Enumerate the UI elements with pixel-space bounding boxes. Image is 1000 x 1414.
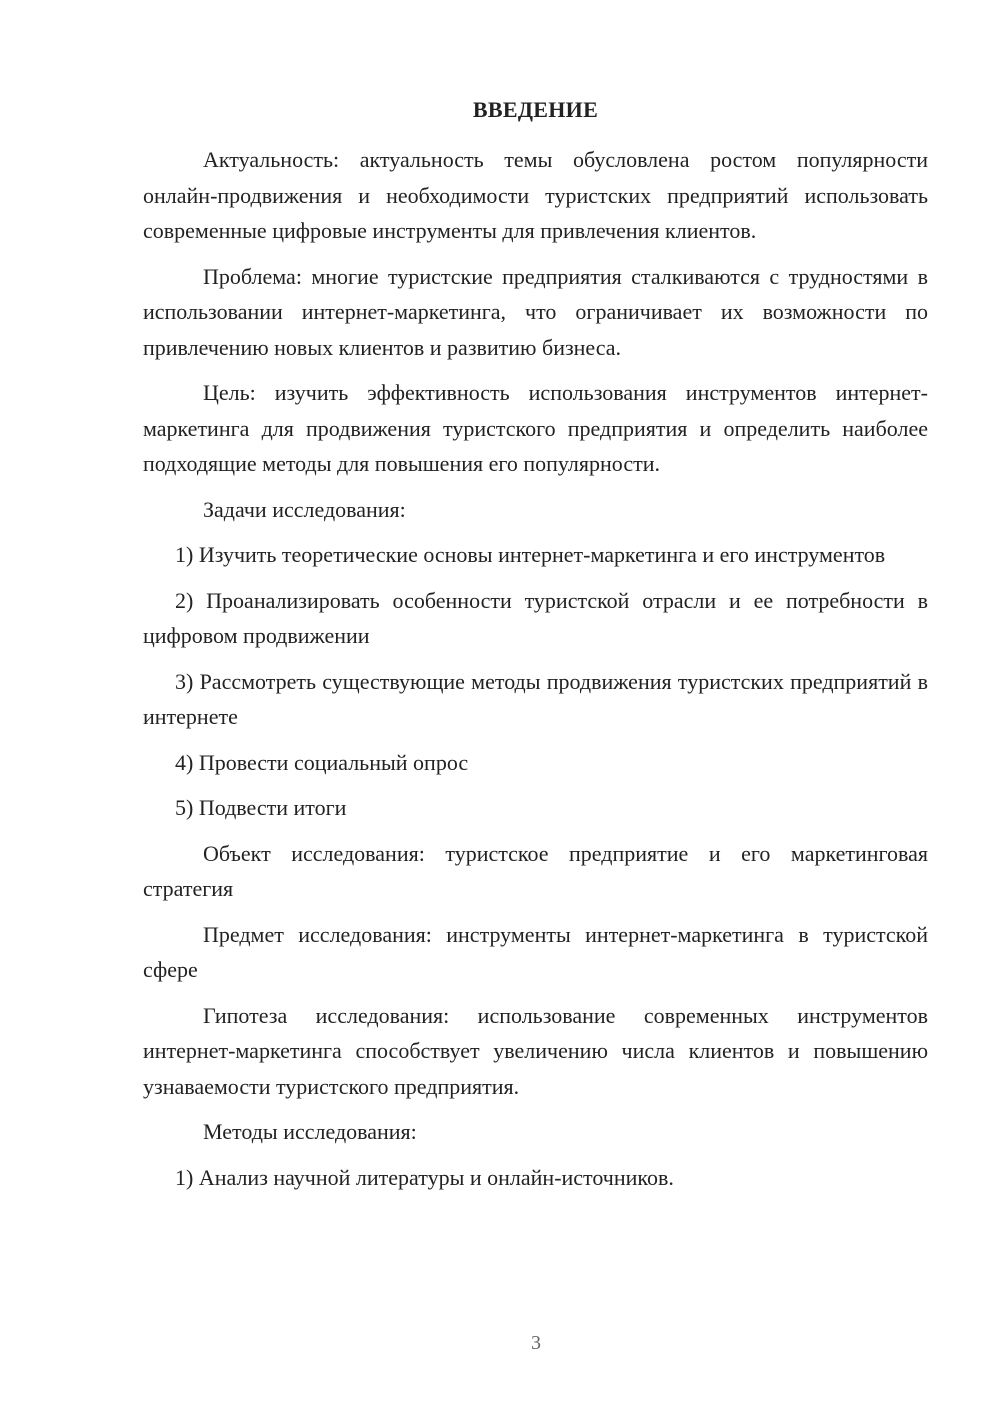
list-item: 1) Изучить теоретические основы интернет-маркетинга и его инструментов [175,542,886,567]
list-item: 5) Подвести итоги [175,795,347,820]
tasks-heading: Задачи исследования: [203,496,406,522]
methods-list [143,1160,928,1196]
tasks-list [143,537,928,826]
list-item: 3) Рассмотреть существующие методы продвижения туристских предприятий в интернете [143,668,928,729]
section-title: ВВЕДЕНИЕ [472,97,599,122]
list-item: 2) Проанализировать особенности туристской отрасли и ее потребности в цифровом продвижении [143,587,928,648]
list-item: 1) Анализ научной литературы и онлайн-источников. [175,1164,674,1190]
goal-paragraph: Цель: изучить эффективность использования инструментов интернет-маркетинга для продвижения туристского предприятия и определить наиболее подходящие методы для повышения его популярности. [143,380,928,476]
methods-heading: Методы исследования: [203,1119,417,1144]
object-paragraph: Объект исследования: туристское предприятие и его маркетинговая стратегия [143,840,928,901]
problem-paragraph: Проблема: многие туристские предприятия сталкиваются с трудностями в использовании интернет-маркетинга, что ограничивает их возможности по привлечению новых клиентов и развитию бизнеса. [143,263,928,360]
list-item: 4) Провести социальный опрос [175,749,469,775]
page-number: 3 [531,1332,541,1354]
relevance-paragraph: Актуальность: актуальность темы обусловлена ростом популярности онлайн-продвижения и необходимости туристских предприятий использовать современные цифровые инструменты для привлечения клиентов. [143,147,928,243]
hypothesis-paragraph: Гипотеза исследования: использование современных инструментов интернет-маркетинга способствует увеличению числа клиентов и повышению узнаваемости туристского предприятия. [143,1002,928,1099]
document-page [143,92,928,1205]
subject-paragraph: Предмет исследования: инструменты интернет-маркетинга в туристской сфере [143,921,928,982]
